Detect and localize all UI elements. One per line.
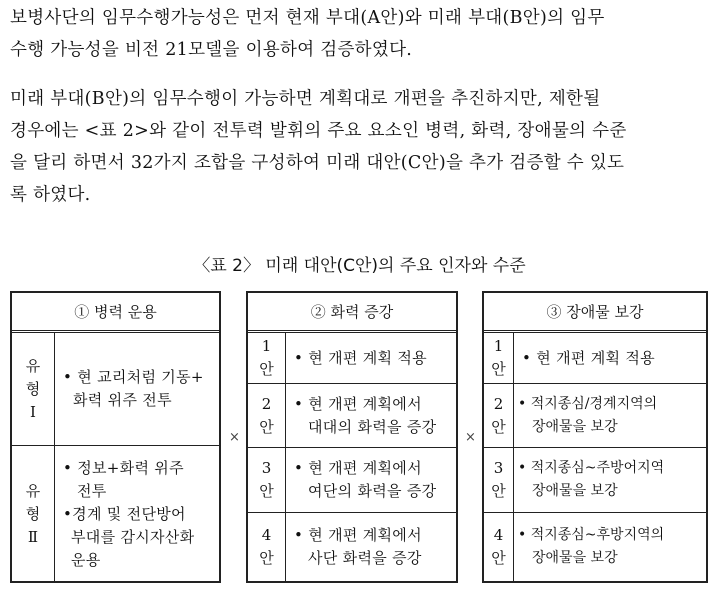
- description-line: 화력 위주 전투: [73, 391, 172, 409]
- row-description: [514, 448, 706, 512]
- label-char: 형: [25, 379, 41, 398]
- row-description: [514, 513, 706, 581]
- table-caption: 〈표 2〉 미래 대안(C안)의 주요 인자와 수준: [193, 256, 526, 276]
- row-label: [484, 448, 514, 512]
- label-char: 안: [491, 360, 506, 378]
- row-description: [286, 448, 456, 512]
- multiply-sign: ×: [229, 430, 240, 445]
- label-char: 4: [493, 526, 504, 544]
- row-description: [286, 513, 456, 581]
- description-line: 여단의 화력을 증강: [308, 482, 437, 500]
- label-char: 안: [491, 482, 506, 500]
- paragraph-line: 보병사단의 임무수행가능성은 먼저 현재 부대(A안)와 미래 부대(B안)의 임무: [10, 8, 605, 28]
- multiply-sign: ×: [465, 430, 476, 445]
- table-row: [248, 384, 456, 448]
- row-label: [484, 513, 514, 581]
- paragraph-line: 경우에는 <표 2>와 같이 전투력 발휘의 주요 요소인 병력, 화력, 장애물의 수준: [10, 121, 627, 141]
- paragraph-line: 록 하였다.: [10, 185, 91, 205]
- paragraph-1: [10, 2, 710, 66]
- label-char: 안: [259, 549, 274, 567]
- table-row: [484, 448, 706, 513]
- table-header: ③ 장애물 보강: [484, 293, 706, 333]
- row-description: [286, 384, 456, 447]
- description-line: • 현 개편 계획에서: [294, 394, 422, 413]
- label-char: 안: [259, 417, 274, 436]
- row-label: [248, 448, 286, 512]
- label-char: Ⅰ: [30, 402, 36, 421]
- table-row: [484, 513, 706, 581]
- row-label: [248, 513, 286, 581]
- label-char: Ⅱ: [27, 527, 39, 546]
- description-line: • 현 개편 계획에서: [294, 459, 422, 477]
- row-label: [484, 384, 514, 447]
- label-char: 안: [491, 549, 506, 567]
- description-line: 장애물을 보강: [532, 483, 618, 499]
- label-char: 안: [259, 360, 274, 378]
- label-char: 형: [25, 504, 41, 523]
- description-line: • 적지종심~주방어지역: [518, 460, 665, 476]
- description-line: 장애물을 보강: [532, 550, 618, 566]
- table-row: [12, 446, 219, 582]
- description-line: 대대의 화력을 증강: [308, 417, 437, 436]
- label-char: 2: [261, 394, 272, 413]
- row-label: [248, 333, 286, 383]
- description-line: • 적지종심~후방지역의: [518, 527, 665, 543]
- factor-table-firepower: [246, 291, 458, 583]
- factor-table-obstacles: [482, 291, 708, 583]
- description-line: • 현 개편 계획에서: [294, 526, 422, 544]
- paragraph-line: 수행 가능성을 비전 21모델을 이용하여 검증하였다.: [10, 40, 413, 60]
- row-description: [286, 333, 456, 383]
- paragraph-line: 을 달리 하면서 32가지 조합을 구성하여 미래 대안(C안)을 추가 검증할 수 있도: [10, 153, 625, 173]
- row-label: [484, 333, 514, 383]
- label-char: 안: [259, 482, 274, 500]
- table-row: [484, 333, 706, 384]
- description-line: 사단 화력을 증강: [308, 549, 422, 567]
- factor-table-troops: [10, 291, 221, 583]
- description-line: • 적지종심/경계지역의: [518, 395, 658, 412]
- label-char: 유: [25, 356, 41, 375]
- description-line: • 현 개편 계획 적용: [294, 348, 427, 367]
- paragraph-2: [10, 83, 710, 211]
- description-line: 장애물을 보강: [532, 418, 618, 435]
- row-label: [12, 333, 55, 445]
- label-char: 3: [261, 459, 272, 477]
- description-line: 운용: [71, 550, 101, 569]
- label-char: 1: [261, 337, 272, 355]
- description-line: • 정보+화력 위주: [63, 458, 184, 477]
- table-row: [484, 384, 706, 448]
- row-description: [514, 384, 706, 447]
- description-line: • 현 교리처럼 기동+: [63, 368, 204, 386]
- table-row: [248, 448, 456, 513]
- description-line: 전투: [77, 481, 107, 500]
- table-row: [12, 333, 219, 446]
- label-char: 2: [493, 394, 504, 413]
- label-char: 안: [491, 417, 506, 436]
- row-label: [12, 446, 55, 582]
- description-line: •경계 및 전단방어: [63, 504, 186, 523]
- row-description: [55, 333, 219, 445]
- paragraph-line: 미래 부대(B안)의 임무수행이 가능하면 계획대로 개편을 추진하지만, 제한될: [10, 89, 601, 109]
- label-char: 유: [25, 481, 41, 500]
- label-char: 1: [493, 337, 504, 355]
- label-char: 4: [261, 526, 272, 544]
- description-line: • 현 개편 계획 적용: [522, 348, 655, 367]
- table-header: ① 병력 운용: [12, 293, 219, 333]
- row-description: [514, 333, 706, 383]
- row-description: [55, 446, 219, 582]
- row-label: [248, 384, 286, 447]
- label-char: 3: [493, 459, 504, 477]
- table-row: [248, 333, 456, 384]
- table-header: ② 화력 증강: [248, 293, 456, 333]
- table-row: [248, 513, 456, 581]
- description-line: 부대를 감시자산화: [71, 527, 195, 546]
